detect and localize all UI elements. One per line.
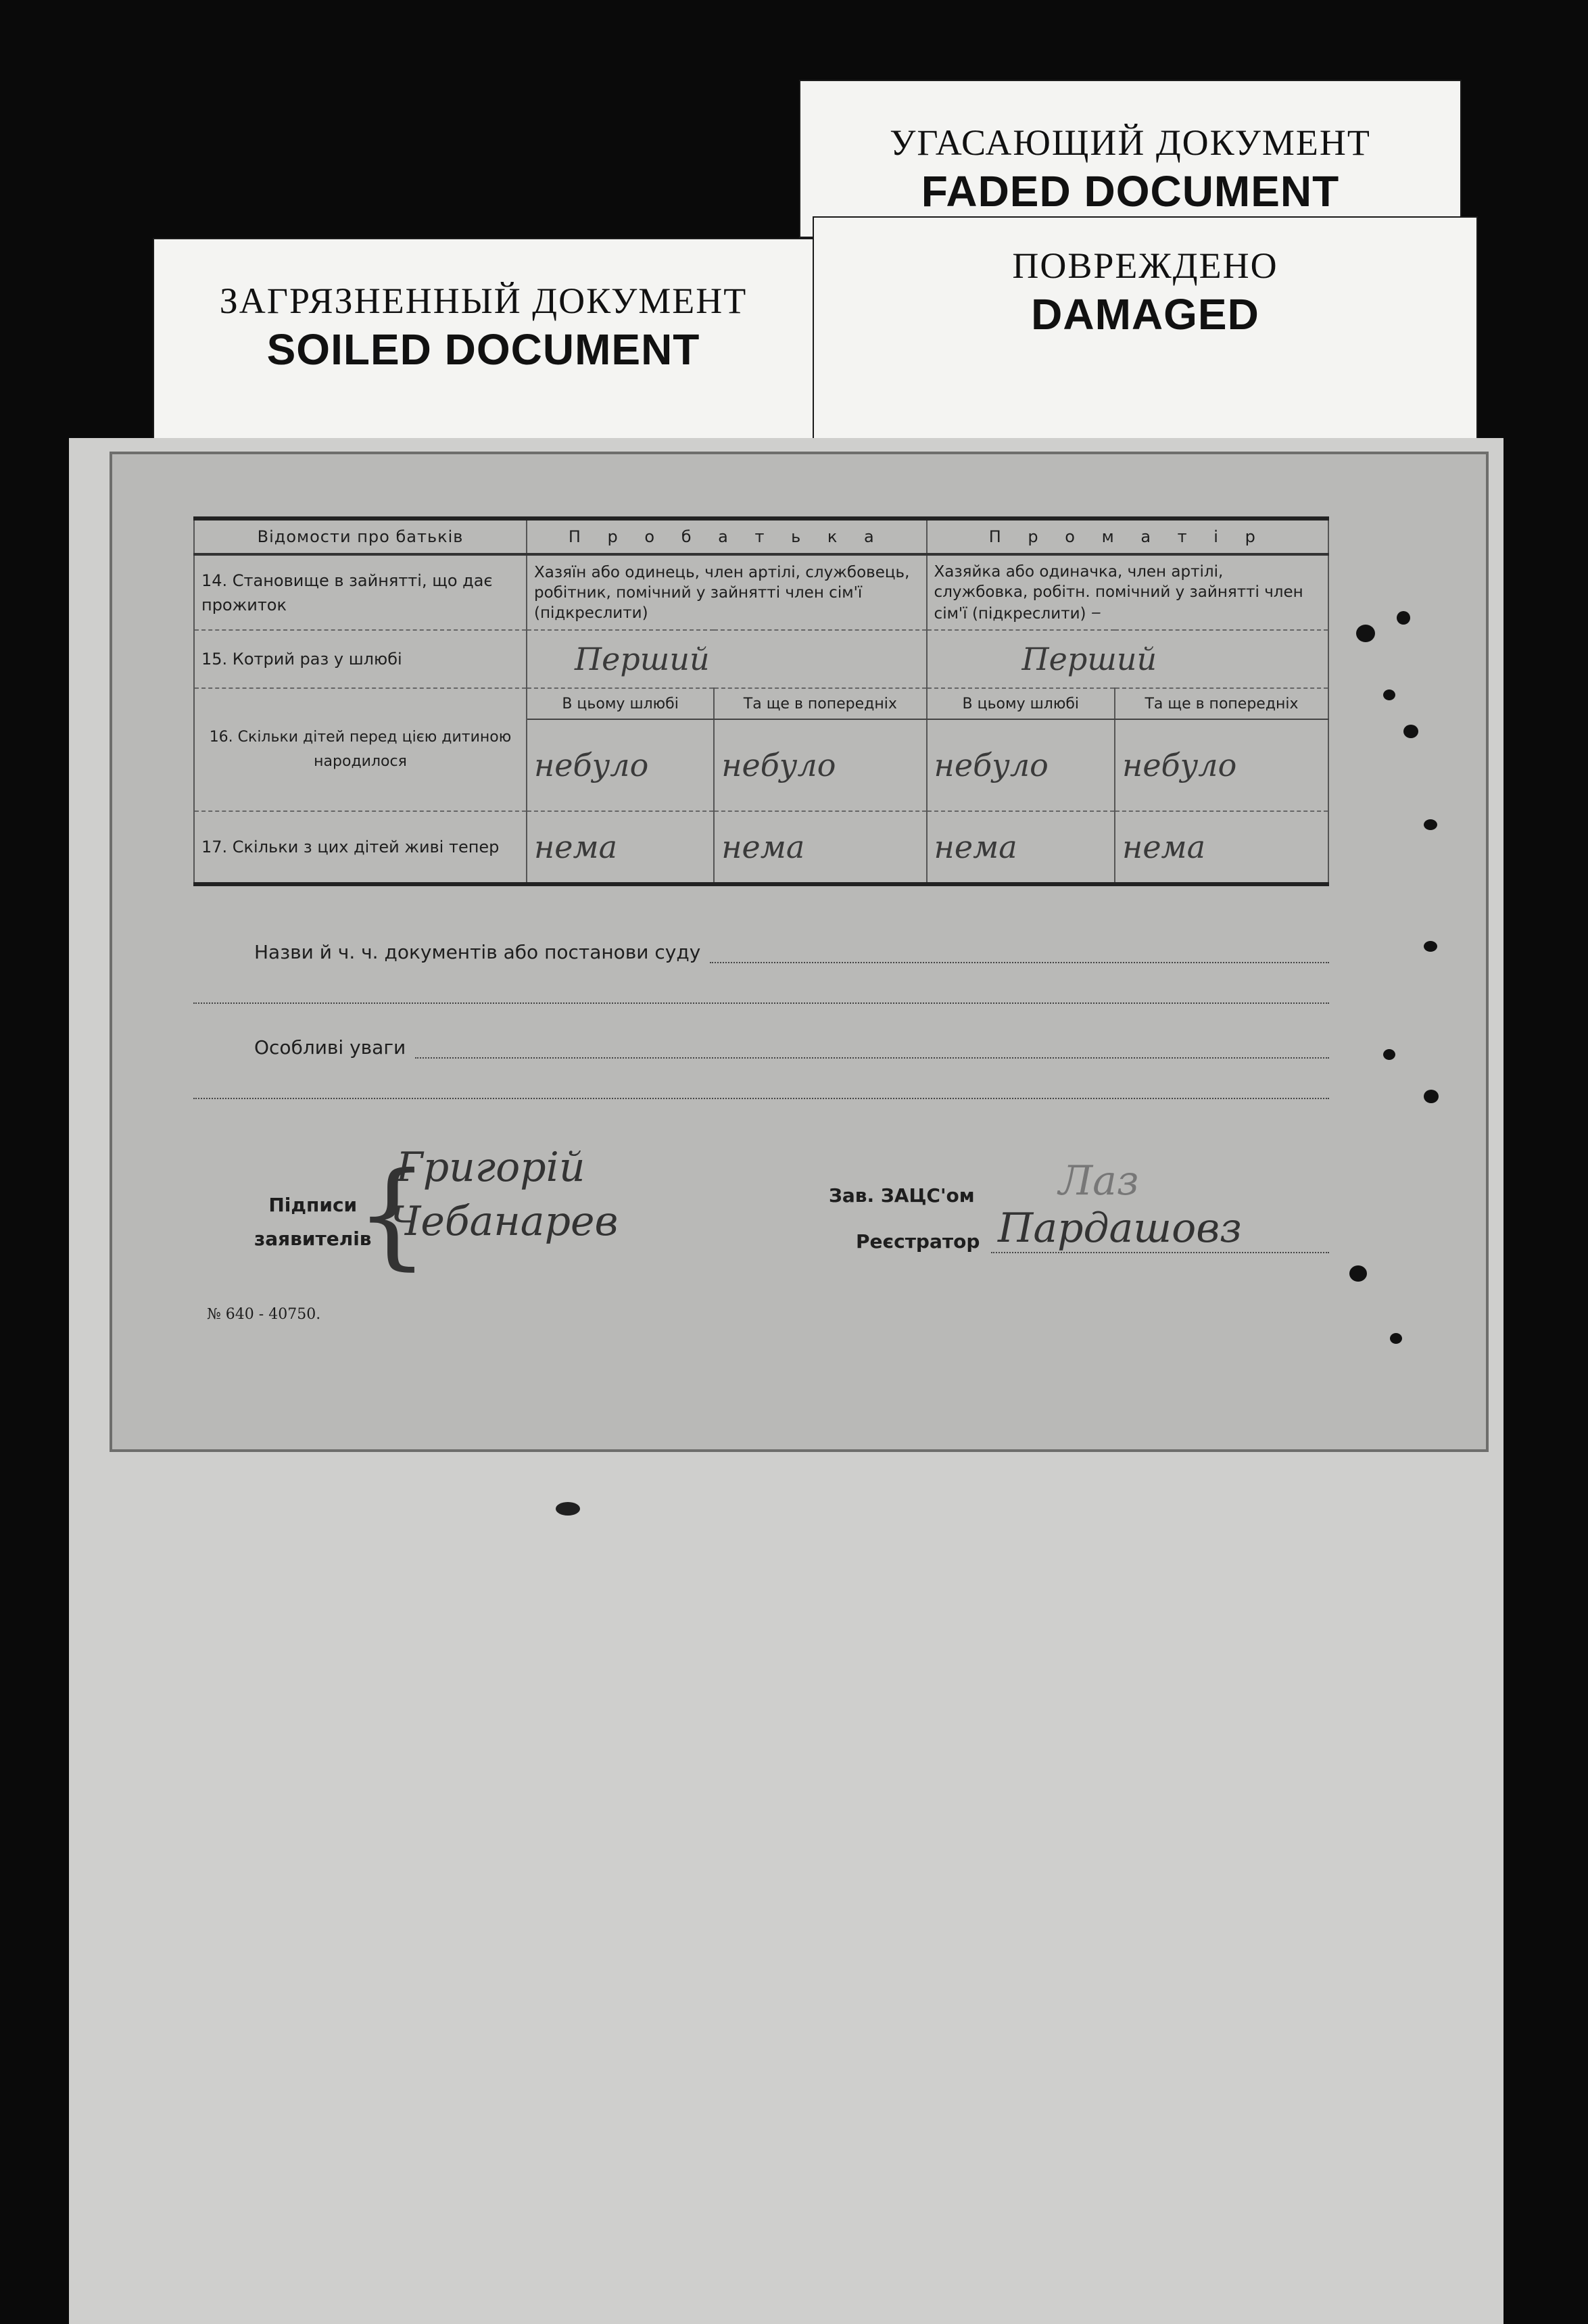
applicant-signature-2: Чебанарев bbox=[389, 1198, 619, 1245]
faded-flag-ru: УГАСАЮЩИЙ ДОКУМЕНТ bbox=[890, 122, 1371, 163]
subheader-father-prev: Та ще в попередніх bbox=[714, 688, 926, 719]
damaged-flag bbox=[814, 218, 1476, 441]
notes-fill-line bbox=[415, 1038, 1329, 1059]
row-15 bbox=[194, 630, 1328, 688]
form-table-wrapper bbox=[193, 516, 1329, 886]
punch-hole bbox=[1383, 689, 1395, 700]
row16-mother-this: небуло bbox=[927, 719, 1115, 811]
applicants-label-1: Підписи bbox=[268, 1194, 358, 1216]
notes-fill-line-2 bbox=[193, 1096, 1329, 1099]
row14-mother bbox=[927, 554, 1328, 630]
documents-fill-line bbox=[710, 943, 1329, 963]
row16-mother-prev: небуло bbox=[1115, 719, 1328, 811]
subheader-mother-prev: Та ще в попередніх bbox=[1115, 688, 1328, 719]
row14-label: 14. Становище в зайнятті, що дає прожиток bbox=[194, 554, 527, 630]
head-label: Зав. ЗАЦС'ом bbox=[829, 1184, 975, 1207]
header-parents-info: Відомости про батьків bbox=[194, 518, 527, 554]
registrar-label: Реєстратор bbox=[856, 1230, 980, 1253]
row14-father: Хазяїн або одинець, член артілі, службовець, робітник, помічний у зайнятті член сім'ї (підкреслити) bbox=[527, 554, 927, 630]
documents-line bbox=[193, 941, 1329, 963]
row17-father-this: нема bbox=[527, 811, 714, 884]
row17-father-prev: нема bbox=[714, 811, 926, 884]
row14-mother-text: Хазяйка або одиначка, член артілі, службовка, робітн. помічний у зайнятті член сім'ї (підкреслити) bbox=[934, 562, 1303, 623]
punch-hole bbox=[1424, 1090, 1439, 1103]
row14-mother-hand: – bbox=[1090, 600, 1101, 624]
registrar-signature: Пардашовз bbox=[998, 1205, 1242, 1252]
applicant-signature-1: Григорій bbox=[396, 1144, 585, 1191]
form-number: № 640 - 40750. bbox=[207, 1306, 321, 1323]
faded-flag-en: FADED DOCUMENT bbox=[921, 167, 1340, 216]
row16-father-this: небуло bbox=[527, 719, 714, 811]
applicants-brace: { bbox=[356, 1148, 429, 1282]
row16-label: 16. Скільки дітей перед цією дитиною народилося bbox=[194, 688, 527, 811]
punch-hole bbox=[1349, 1265, 1367, 1282]
row-14 bbox=[194, 554, 1328, 630]
subheader-row bbox=[194, 688, 1328, 719]
registrar-line bbox=[991, 1251, 1329, 1253]
notes-line bbox=[193, 1036, 1329, 1059]
header-father: П р о б а т ь к а bbox=[527, 518, 927, 554]
row17-mother-this: нема bbox=[927, 811, 1115, 884]
punch-hole bbox=[1424, 819, 1437, 830]
applicants-label-2: заявителів bbox=[254, 1228, 372, 1250]
row-17 bbox=[194, 811, 1328, 884]
soiled-flag-en: SOILED DOCUMENT bbox=[266, 325, 700, 374]
parents-table bbox=[193, 516, 1329, 886]
applicants-signature-label bbox=[254, 1188, 372, 1256]
soiled-document-flag bbox=[154, 239, 813, 441]
punch-hole bbox=[1397, 611, 1410, 625]
header-mother: П р о м а т і р bbox=[927, 518, 1328, 554]
head-signature: Лаз bbox=[1059, 1157, 1139, 1205]
punch-hole bbox=[1403, 725, 1418, 738]
punch-hole bbox=[1383, 1049, 1395, 1060]
row15-label: 15. Котрий раз у шлюбі bbox=[194, 630, 527, 688]
board-speck bbox=[556, 1502, 580, 1516]
table-header-row bbox=[194, 518, 1328, 554]
damaged-flag-ru: ПОВРЕЖДЕНО bbox=[1012, 245, 1278, 286]
row15-mother: Перший bbox=[927, 630, 1328, 688]
row17-mother-prev: нема bbox=[1115, 811, 1328, 884]
row15-father: Перший bbox=[527, 630, 927, 688]
row17-label: 17. Скільки з цих дітей живі тепер bbox=[194, 811, 527, 884]
punch-hole bbox=[1356, 625, 1375, 642]
notes-label: Особливі уваги bbox=[254, 1036, 406, 1059]
faded-document-flag bbox=[800, 81, 1460, 237]
registration-form-card bbox=[110, 452, 1489, 1452]
damaged-flag-en: DAMAGED bbox=[1031, 290, 1259, 339]
subheader-father-this: В цьому шлюбі bbox=[527, 688, 714, 719]
documents-label: Назви й ч. ч. документів або постанови суду bbox=[254, 941, 701, 963]
row16-father-prev: небуло bbox=[714, 719, 926, 811]
punch-hole bbox=[1390, 1333, 1402, 1344]
documents-fill-line-2 bbox=[193, 1001, 1329, 1004]
soiled-flag-ru: ЗАГРЯЗНЕННЫЙ ДОКУМЕНТ bbox=[219, 281, 748, 321]
punch-hole bbox=[1424, 941, 1437, 952]
documents-section bbox=[193, 941, 1329, 1099]
subheader-mother-this: В цьому шлюбі bbox=[927, 688, 1115, 719]
